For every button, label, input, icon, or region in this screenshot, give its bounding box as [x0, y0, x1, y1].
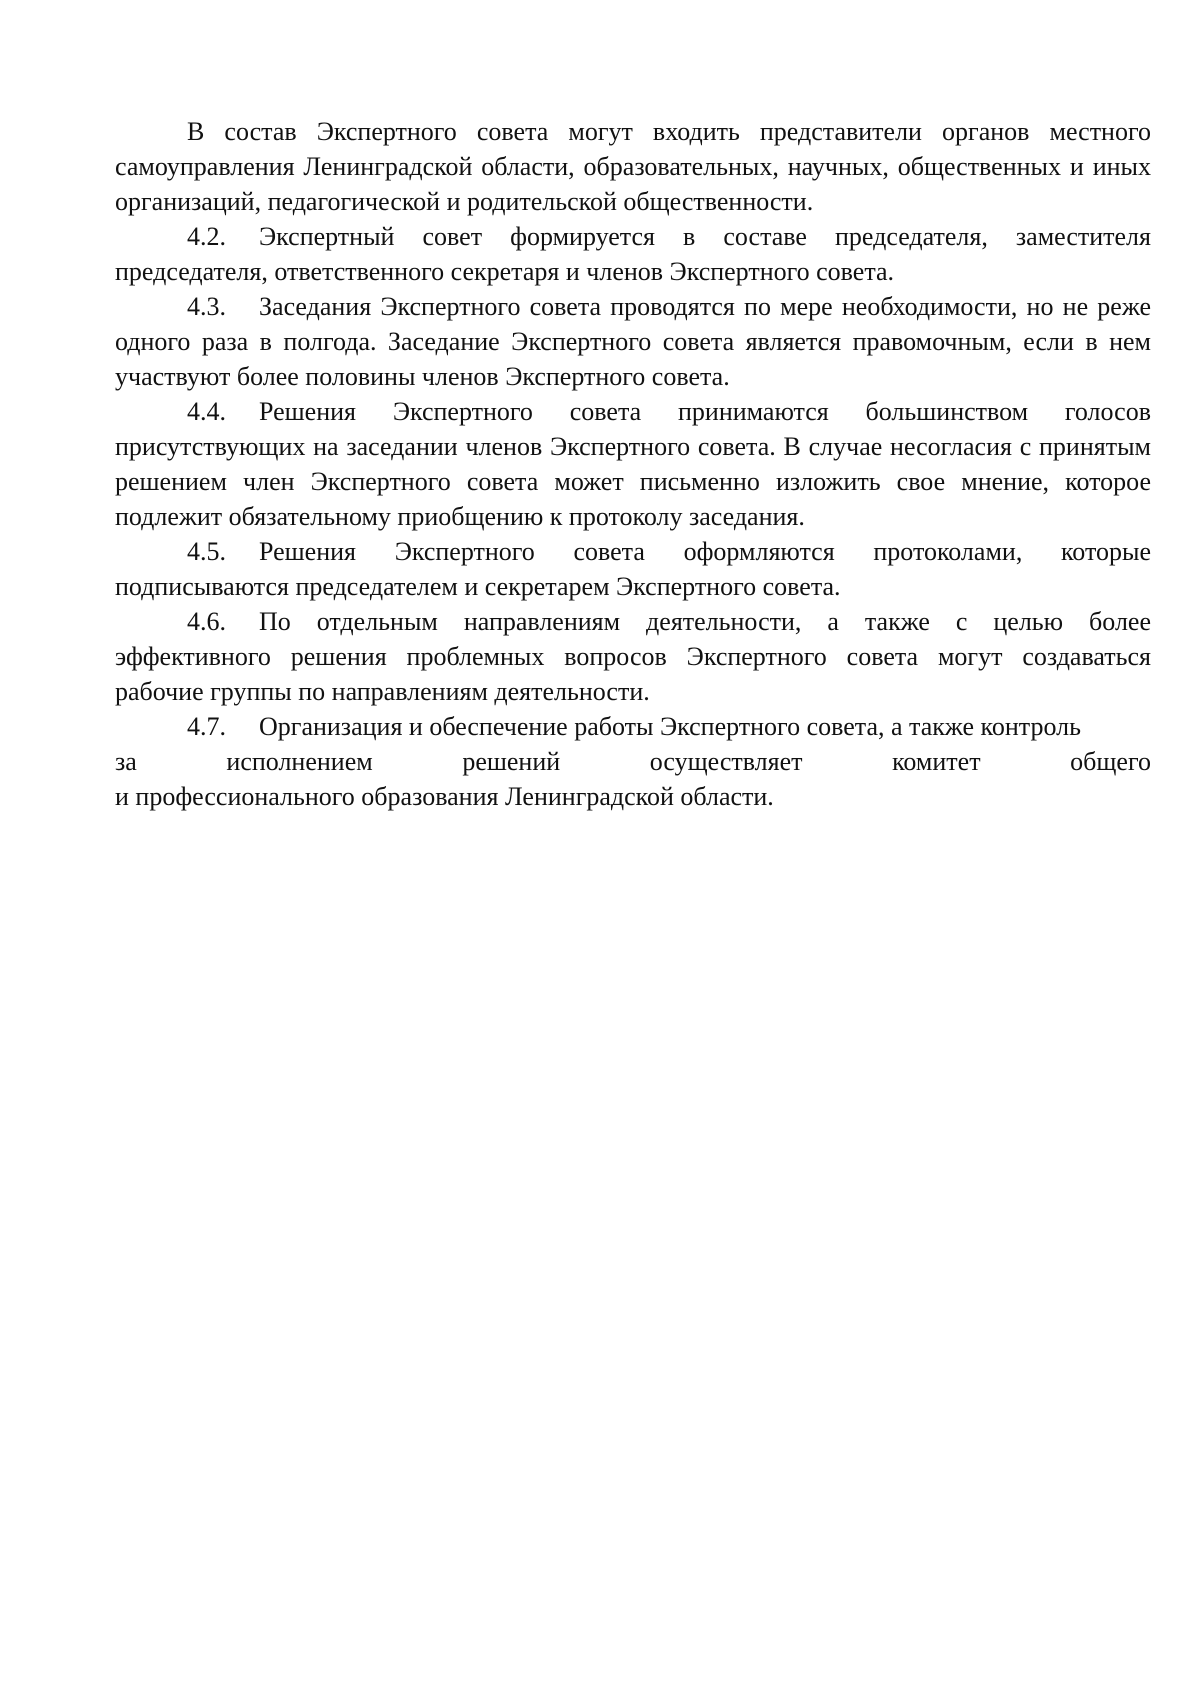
paragraph-number: 4.2. [187, 222, 226, 251]
paragraph-number: 4.4. [187, 397, 226, 426]
paragraph-text: Заседания Экспертного совета проводятся по мере необходимости, но не реже одного раза в полгода. Заседание Экспертного совета является правомочным, если в нем участвуют более половины членов Экспертного совета. [115, 292, 1151, 391]
paragraph-number: 4.3. [187, 292, 226, 321]
paragraph-4-5 [115, 534, 1151, 604]
paragraph-text: Решения Экспертного совета принимаются большинством голосов присутствующих на заседании членов Экспертного совета. В случае несогласия с принятым решением член Экспертного совета может письменно изложить свое мнение, которое подлежит обязательному приобщению к протоколу заседания. [115, 397, 1151, 531]
paragraph-number: 4.7. [187, 712, 226, 741]
paragraph-4-3 [115, 289, 1151, 394]
paragraph-4-7 [115, 709, 1151, 744]
paragraph-number: 4.5. [187, 537, 226, 566]
paragraph-4-4 [115, 394, 1151, 534]
paragraph-4-7-line-3: и профессионального образования Ленинградской области. [115, 782, 774, 811]
document-body [115, 114, 1151, 814]
paragraph-text-line-1: Организация и обеспечение работы Экспертного совета, а также контроль [259, 712, 1081, 741]
paragraph-intro: В состав Экспертного совета могут входить представители органов местного самоуправления Ленинградской области, образовательных, научных, общественных и иных организаций, педагогической и родительской общественности. [115, 117, 1151, 216]
paragraph-number: 4.6. [187, 607, 226, 636]
paragraph-text: Решения Экспертного совета оформляются протоколами, которые подписываются председателем и секретарем Экспертного совета. [115, 537, 1151, 601]
paragraph-4-6 [115, 604, 1151, 709]
paragraph-text: Экспертный совет формируется в составе председателя, заместителя председателя, ответственного секретаря и членов Экспертного совета. [115, 222, 1151, 286]
paragraph-4-2 [115, 219, 1151, 289]
paragraph-4-7-line-2: за исполнением решений осуществляет комитет общего [115, 747, 1151, 776]
paragraph-text: По отдельным направлениям деятельности, а также с целью более эффективного решения проблемных вопросов Экспертного совета могут создаваться рабочие группы по направлениям деятельности. [115, 607, 1151, 706]
